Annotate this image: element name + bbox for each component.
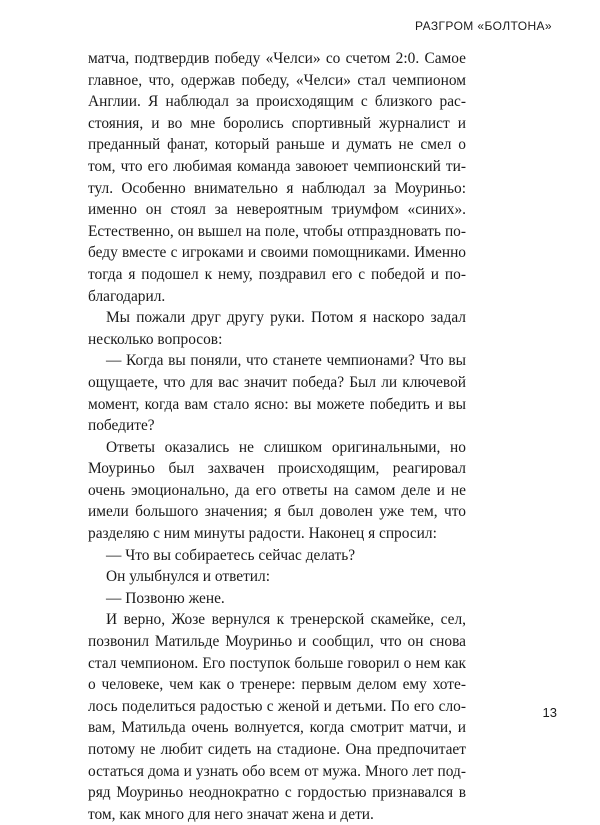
text-line: Моуриньо был захвачен происходящим, реагировал (88, 460, 466, 478)
text-line: — Когда вы поняли, что станете чемпионами? Что вы (106, 352, 466, 370)
text-line: разделяю с ним минуты радости. Наконец я спросил: (88, 525, 437, 543)
text-line: матча, подтвердив победу «Челси» со счетом 2:0. Самое (88, 50, 466, 67)
text-line: Он улыбнулся и ответил: (106, 568, 270, 586)
text-line: И верно, Жозе вернулся к тренерской скамейке, сел, (106, 611, 466, 629)
text-line: именно он стоял за невероятным триумфом «синих». (88, 201, 466, 219)
text-line: о человеке, чем как о тренере: первым делом ему хоте- (88, 676, 466, 694)
text-line: том, что его любимая команда завоюет чемпионский ти- (88, 157, 466, 175)
text-line: вам, Матильда очень волнуется, когда смотрит матчи, и (88, 719, 466, 737)
text-line: стал чемпионом. Его поступок больше говорил о нем как (88, 654, 466, 672)
text-line: имели большого значения; я был доволен уже тем, что (88, 503, 466, 521)
text-line: победите? (88, 417, 155, 435)
text-line: потому не любит сидеть на стадионе. Она предпочитает (88, 741, 466, 758)
text-line: преданный фанат, который раньше и думать не смел о (88, 136, 466, 154)
text-line: Англии. Я наблюдал за происходящим с близкого рас- (88, 93, 466, 111)
text-line: лось поделиться радостью с женой и детьми. По его сло- (88, 697, 466, 715)
page-body (88, 48, 466, 825)
text-line: стояния, и во мне боролись спортивный журналист и (88, 114, 466, 132)
text-line: тул. Особенно внимательно я наблюдал за Моуриньо: (88, 179, 466, 197)
text-line: беду вместе с игроками и своими помощниками. Именно (88, 244, 466, 262)
text-line: — Позвоню жене. (106, 589, 225, 607)
text-line: Мы пожали друг другу руки. Потом я наскоро задал (106, 309, 466, 327)
text-line: остаться дома и узнать обо всем от мужа. Много лет под- (88, 762, 466, 780)
text-line: главное, что, одержав победу, «Челси» стал чемпионом (88, 71, 466, 89)
text-line: позвонил Матильде Моуриньо и сообщил, что он снова (88, 633, 466, 651)
text-line: Естественно, он вышел на поле, чтобы отпраздновать по- (88, 222, 466, 240)
page-number: 13 (542, 705, 557, 720)
text-line: Ответы оказались не слишком оригинальными, но (106, 438, 466, 456)
text-line: тогда я подошел к нему, поздравил его с победой и по- (88, 265, 466, 283)
text-line: том, как много для него значат жена и дети. (88, 805, 374, 823)
text-line: очень эмоционально, да его ответы на самом деле и не (88, 481, 466, 499)
text-line: момент, когда вам стало ясно: вы можете победить и вы (88, 395, 466, 413)
text-line: благодарил. (88, 287, 166, 305)
text-line: ощущаете, что для вас значит победа? Был ли ключевой (88, 373, 466, 391)
text-line: ряд Моуриньо неоднократно с гордостью признавался в (88, 784, 466, 802)
text-line: — Что вы собираетесь сейчас делать? (106, 546, 356, 564)
running-header: РАЗГРОМ «БОЛТОНА» (415, 19, 552, 33)
text-line: несколько вопросов: (88, 330, 223, 348)
